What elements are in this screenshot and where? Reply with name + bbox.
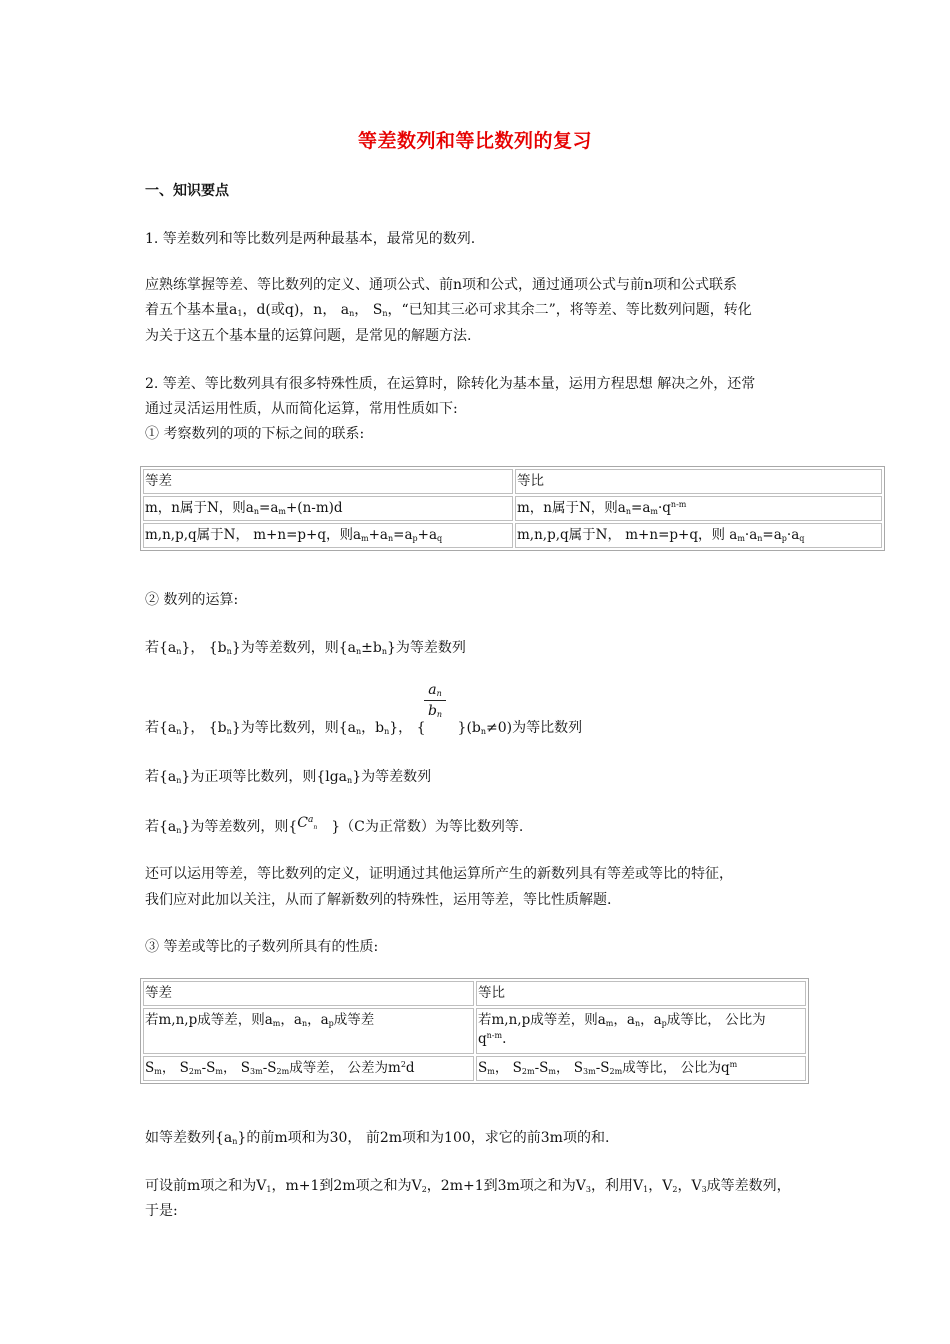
section-operations-heading: ② 数列的运算: [145, 592, 239, 608]
paragraph-4-line-2: 我们应对此加以关注，从而了解新数列的特殊性，运用等差，等比性质解题. [145, 892, 612, 908]
paragraph-3-line-1: 2. 等差、等比数列具有很多特殊性质，在运算时，除转化为基本量，运用方程思想 解决之外，还常 [145, 376, 756, 392]
table-subscript-properties [140, 466, 885, 551]
table-row [143, 1008, 806, 1054]
fraction-an-over-bn: $a_n$ $b_n$ [424, 682, 446, 719]
operation-2: 若$\{a_n\}$， $\{b_n\}$为等比数列，则{$a_n$，$b_n$}， { }$(b_n\ne 0)$为等比数列 [145, 720, 583, 736]
table-cell: 若m,n,p成等差，则$a_m$，$a_n$，$a_p$成等差 [143, 1008, 474, 1054]
table-cell: 等比 [476, 981, 806, 1006]
operation-1: 若$\{a_n\}$， $\{b_n\}$为等差数列，则$\{a_n\pm b_n\}$为等差数列 [145, 640, 466, 656]
table-cell: $S_m$， $S_{2m}-S_m$， $S_{3m}-S_{2m}$成等差， 公差为$m^2d$ [143, 1056, 474, 1081]
table-cell: $S_m$， $S_{2m}-S_m$， $S_{3m}-S_{2m}$成等比， 公比为$q^m$ [476, 1056, 806, 1081]
example-problem: 如等差数列$\{a_n\}$的前m项和为30， 前2m项和为100，求它的前3m项的和. [145, 1130, 610, 1146]
table-row [143, 523, 882, 548]
table-row [143, 469, 882, 494]
table-row [143, 496, 882, 521]
table-cell: 等差 [143, 469, 513, 494]
c-power-an: $C^a_n$ [297, 815, 318, 831]
paragraph-2-line-2: 着五个基本量$a_1$，d(或q)，n， $a_n$， $S_n$，“已知其三必可求其余二”，将等差、等比数列问题，转化 [145, 302, 752, 318]
page-title: 等差数列和等比数列的复习 [357, 130, 592, 152]
operation-3: 若$\{a_n\}$为正项等比数列，则{lga$_n$}为等差数列 [145, 769, 432, 785]
table-cell: m，n属于N，则$a_n=a_m\cdot q^{n-m}$ [515, 496, 882, 521]
section-heading-knowledge: 一、知识要点 [145, 183, 229, 199]
paragraph-4-line-1: 还可以运用等差，等比数列的定义，证明通过其他运算所产生的新数列具有等差或等比的特征， [145, 866, 733, 882]
solution-line-1: 可设前m项之和为$V_1$，m+1到2m项之和为$V_2$，2m+1到3m项之和为$V_3$，利用$V_1$，$V_2$，$V_3$成等差数列， [145, 1178, 791, 1194]
paragraph-1: 1. 等差数列和等比数列是两种最基本，最常见的数列. [145, 231, 476, 247]
table-row [143, 981, 806, 1006]
operation-4: 若$\{a_n\}$为等差数列，则{$C^a_n$ }（C为正常数）为等比数列等. [145, 815, 524, 835]
paragraph-2-line-1: 应熟练掌握等差、等比数列的定义、通项公式、前n项和公式，通过通项公式与前n项和公式联系 [145, 277, 738, 293]
paragraph-2-line-3: 为关于这五个基本量的运算问题，是常见的解题方法. [145, 328, 472, 344]
table-cell: m,n,p,q属于N， m+n=p+q，则 $a_m\cdot a_n=a_p\cdot a_q$ [515, 523, 882, 548]
paragraph-3-line-3: ① 考察数列的项的下标之间的联系: [145, 426, 365, 442]
section-subsequence-heading: ③ 等差或等比的子数列所具有的性质: [145, 939, 379, 955]
paragraph-3-line-2: 通过灵活运用性质，从而简化运算，常用性质如下: [145, 401, 458, 417]
table-cell: 若m,n,p成等差，则$a_m$，$a_n$，$a_p$成等比， 公比为 $q^{n-m}$. [476, 1008, 806, 1054]
table-cell: 等差 [143, 981, 474, 1006]
solution-line-2: 于是: [145, 1203, 178, 1219]
table-cell: m，n属于N，则$a_n=a_m+(n-m)d$ [143, 496, 513, 521]
table-cell: m,n,p,q属于N， m+n=p+q，则$a_m+a_n=a_p+a_q$ [143, 523, 513, 548]
table-cell: 等比 [515, 469, 882, 494]
table-row [143, 1056, 806, 1081]
table-subsequence-properties [140, 978, 809, 1084]
